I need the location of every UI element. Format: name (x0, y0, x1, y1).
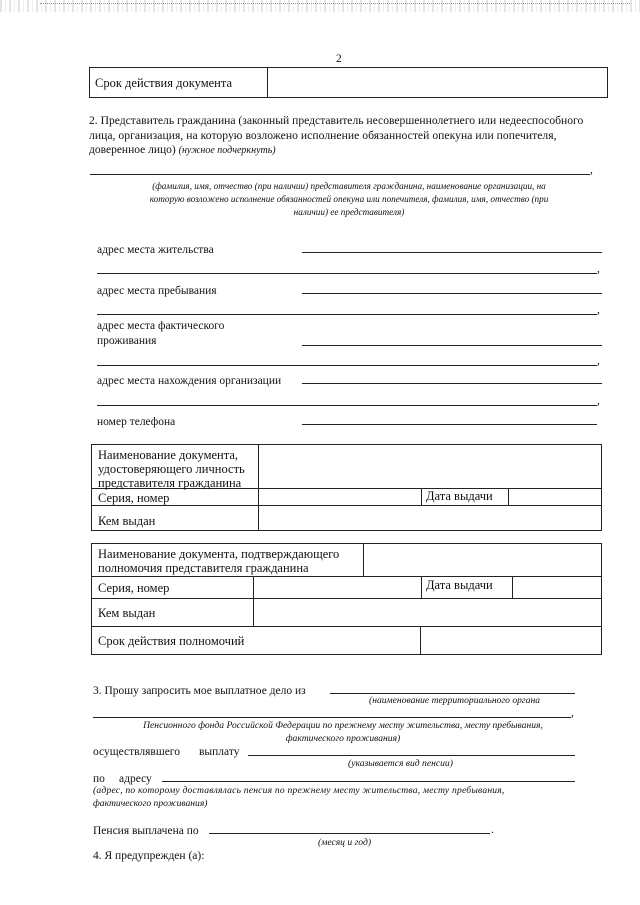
scan-noise (0, 0, 640, 12)
stay-label: адрес места пребывания (97, 285, 217, 297)
address-caption-2: фактического проживания) (93, 798, 208, 809)
address-label-1: по (93, 773, 105, 785)
actual-residence-line-2[interactable] (97, 365, 597, 366)
representative-caption-2: которую возложено исполнение обязанностей опекуна или попечителя, фамилия, имя, отчество (при (149, 194, 549, 204)
representative-caption-3: наличии) ее представителя) (293, 207, 405, 217)
address-label-2: адресу (119, 773, 152, 785)
auth-doc-name-2: полномочия представителя гражданина (98, 561, 309, 575)
id-issue-date-label: Дата выдачи (426, 489, 493, 503)
pfr-office-comma: , (571, 707, 574, 719)
phone-label: номер телефона (97, 416, 176, 428)
section2-line2: лица, организация, на которую возложено исполнение обязанностей опекуна или попечителя, (89, 129, 557, 142)
section4-warned: 4. Я предупрежден (а): (93, 850, 205, 862)
paying-label-2: выплату (199, 746, 240, 758)
stay-line-2[interactable] (97, 314, 597, 315)
page-number: 2 (336, 53, 342, 65)
section2-line3 (89, 143, 276, 158)
section3-request: 3. Прошу запросить мое выплатное дело из (93, 685, 306, 697)
auth-table-date-divider-2 (512, 576, 513, 598)
stay-line-1[interactable] (302, 293, 602, 294)
pfr-office-caption-a: (наименование территориального органа (369, 695, 541, 706)
paying-label-1: осуществлявшего (93, 746, 180, 758)
residence-line-1[interactable] (302, 252, 602, 253)
id-issued-by-label: Кем выдан (98, 514, 156, 528)
pension-paid-period: . (491, 824, 494, 836)
actual-residence-comma: , (597, 355, 600, 367)
section2-line3-text: доверенное лицо) (89, 144, 176, 156)
id-doc-name-2: удостоверяющего личность (98, 462, 245, 476)
organization-address-comma: , (597, 395, 600, 407)
residence-label: адрес места жительства (97, 244, 214, 256)
organization-address-line-2[interactable] (97, 405, 597, 406)
auth-doc-name-1: Наименование документа, подтверждающего (98, 547, 340, 561)
section2-line1: 2. Представитель гражданина (законный представитель несовершеннолетнего или недееспособного (89, 114, 584, 127)
pension-type-line[interactable] (248, 755, 575, 756)
id-table-date-divider-2 (508, 488, 509, 505)
address-caption-1: (адрес, по которому доставлялась пенсия по прежнему месту жительства, месту пребывания, (93, 785, 505, 796)
document-validity-label: Срок действия документа (95, 76, 233, 90)
organization-address-line-1[interactable] (302, 383, 602, 384)
phone-line[interactable] (302, 424, 597, 425)
actual-residence-line-1[interactable] (302, 345, 602, 346)
pension-paid-line[interactable] (209, 833, 490, 834)
auth-table-row-divider-3 (91, 626, 602, 627)
actual-residence-label-2: проживания (97, 335, 157, 347)
auth-table-validity-divider (420, 626, 421, 655)
auth-table-name-divider (363, 543, 364, 576)
representative-name-line[interactable] (90, 174, 590, 175)
pfr-office-line-2[interactable] (93, 717, 571, 718)
pension-paid-label: Пенсия выплачена по (93, 825, 199, 837)
pfr-office-caption-b: Пенсионного фонда Российской Федерации по прежнему месту жительства, месту пребывания, (143, 720, 543, 731)
pension-type-caption: (указывается вид пенсии) (348, 758, 453, 769)
auth-issued-by-label: Кем выдан (98, 606, 156, 620)
pfr-office-caption-c: фактического проживания) (285, 733, 401, 744)
auth-validity-label: Срок действия полномочий (98, 634, 245, 648)
actual-residence-label-1: адрес места фактического (97, 320, 225, 332)
pension-paid-caption: (месяц и год) (318, 837, 372, 848)
id-doc-name-1: Наименование документа, (98, 448, 239, 462)
address-line[interactable] (162, 781, 575, 782)
auth-table-col-divider (253, 576, 254, 626)
table-divider (267, 67, 268, 98)
id-doc-name-3: представителя гражданина (98, 476, 242, 490)
id-series-label: Серия, номер (98, 491, 170, 505)
auth-table-date-divider-1 (421, 576, 422, 598)
organization-address-label: адрес места нахождения организации (97, 375, 282, 387)
auth-table-row-divider-1 (91, 576, 602, 577)
section2-line3-note: (нужное подчеркнуть) (178, 145, 276, 156)
stay-comma: , (597, 304, 600, 316)
auth-table-row-divider-2 (91, 598, 602, 599)
residence-comma: , (597, 263, 600, 275)
representative-caption-1: (фамилия, имя, отчество (при наличии) представителя гражданина, наименование организации, на (152, 181, 546, 191)
auth-series-label: Серия, номер (98, 581, 170, 595)
id-table-date-divider-1 (421, 488, 422, 505)
residence-line-2[interactable] (97, 273, 597, 274)
auth-issue-date-label: Дата выдачи (426, 578, 493, 592)
scan-top-rule (40, 3, 630, 4)
representative-name-comma: , (590, 164, 593, 176)
